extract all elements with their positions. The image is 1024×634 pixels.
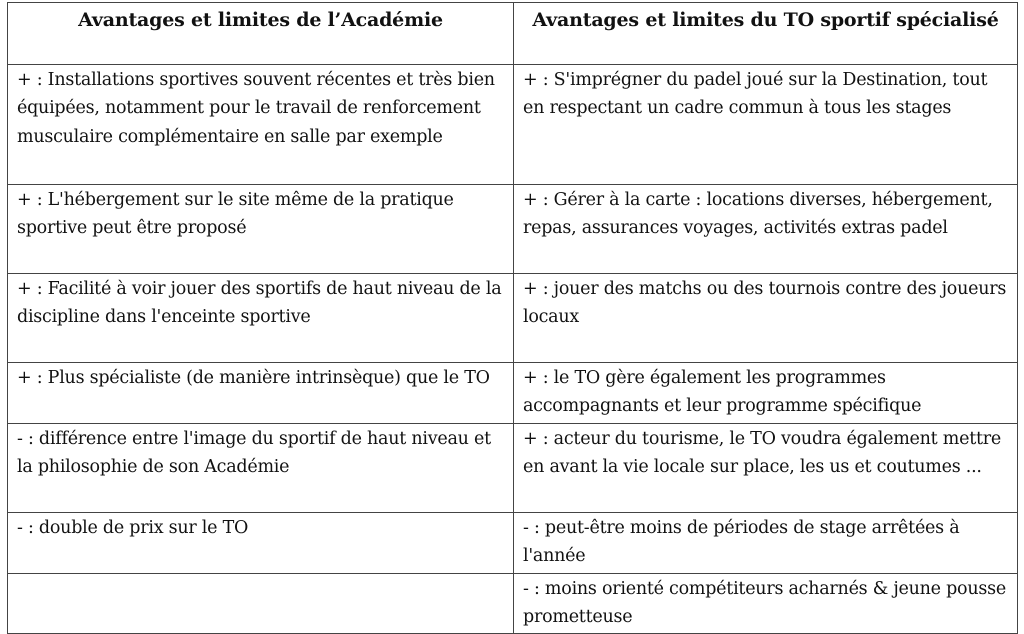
table-row — [8, 363, 1018, 424]
table-row — [8, 512, 1018, 573]
cell-to: - : moins orienté compétiteurs acharnés & jeune pousse prometteuse — [514, 573, 1018, 634]
cell-to: + : Gérer à la carte : locations diverses, hébergement, repas, assurances voyages, activités extras padel — [514, 185, 1018, 274]
cell-academie: + : Installations sportives souvent récentes et très bien équipées, notamment pour le travail de renforcement musculaire complémentaire en salle par exemple — [8, 65, 514, 185]
header-academie: Avantages et limites de l’Académie — [8, 3, 514, 65]
cell-academie: - : double de prix sur le TO — [8, 512, 514, 573]
cell-to: + : S'imprégner du padel joué sur la Destination, tout en respectant un cadre commun à tous les stages — [514, 65, 1018, 185]
cell-academie: - : différence entre l'image du sportif de haut niveau et la philosophie de son Académie — [8, 423, 514, 512]
cell-to: + : acteur du tourisme, le TO voudra également mettre en avant la vie locale sur place, les us et coutumes ... — [514, 423, 1018, 512]
table-row — [8, 65, 1018, 185]
header-row — [8, 3, 1018, 65]
cell-to: + : le TO gère également les programmes accompagnants et leur programme spécifique — [514, 363, 1018, 424]
cell-academie-empty — [8, 573, 514, 634]
cell-to: - : peut-être moins de périodes de stage arrêtées à l'année — [514, 512, 1018, 573]
cell-academie: + : Plus spécialiste (de manière intrinsèque) que le TO — [8, 363, 514, 424]
table-row — [8, 185, 1018, 274]
table-row — [8, 423, 1018, 512]
table-row — [8, 573, 1018, 634]
table-row — [8, 274, 1018, 363]
cell-academie: + : Facilité à voir jouer des sportifs de haut niveau de la discipline dans l'enceinte sportive — [8, 274, 514, 363]
cell-to: + : jouer des matchs ou des tournois contre des joueurs locaux — [514, 274, 1018, 363]
header-to-sportif: Avantages et limites du TO sportif spécialisé — [514, 3, 1018, 65]
comparison-table — [7, 2, 1018, 634]
cell-academie: + : L'hébergement sur le site même de la pratique sportive peut être proposé — [8, 185, 514, 274]
